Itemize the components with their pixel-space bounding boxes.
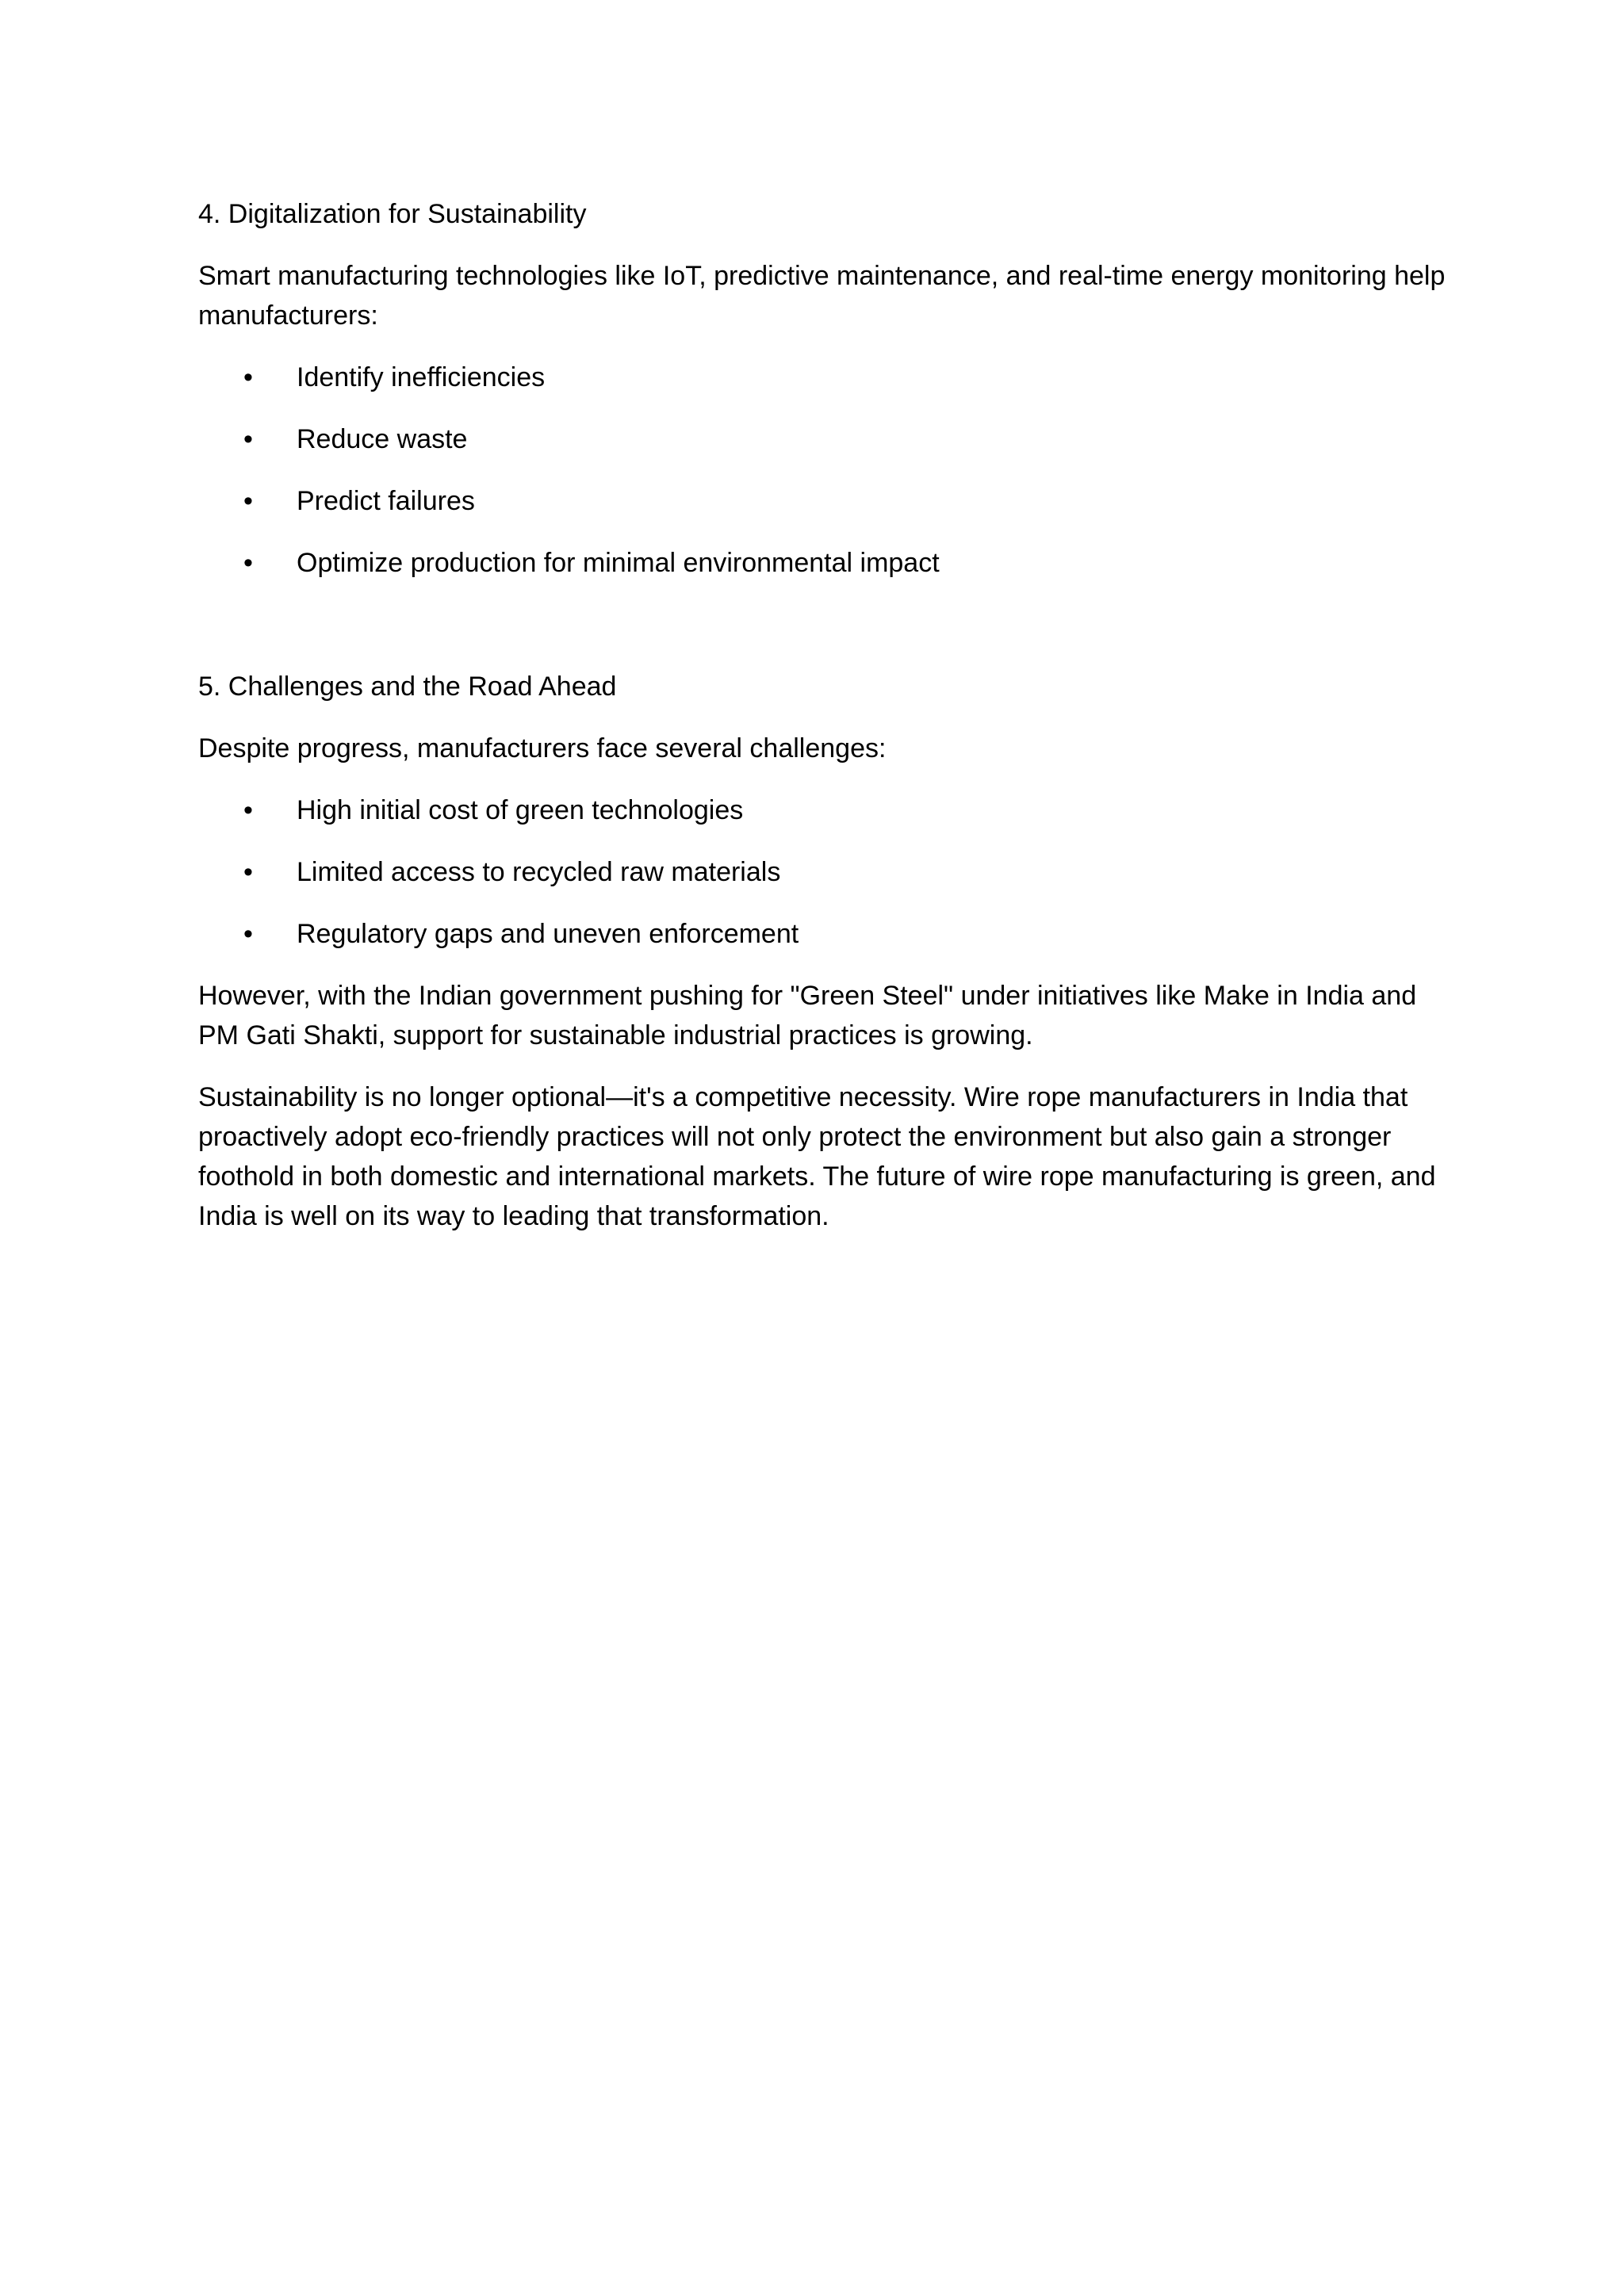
list-item-text: Reduce waste	[297, 424, 468, 454]
list-item	[198, 543, 1451, 583]
list-item-text: High initial cost of green technologies	[297, 795, 744, 825]
section-intro: Despite progress, manufacturers face several challenges:	[198, 733, 887, 763]
list-item-text: Limited access to recycled raw materials	[297, 857, 781, 887]
bullet-list	[198, 358, 1451, 583]
bullet-list	[198, 790, 1451, 954]
list-item	[198, 914, 1451, 954]
section-spacer	[198, 605, 1451, 667]
list-item-text: Regulatory gaps and uneven enforcement	[297, 919, 799, 949]
section-intro: Smart manufacturing technologies like IoT, predictive maintenance, and real-time energy monitoring help manufacturers:	[198, 261, 1446, 331]
bullet-icon: •	[243, 919, 253, 949]
body-paragraph: However, with the Indian government pushing for "Green Steel" under initiatives like Make in India and PM Gati Shakti, support for sustainable industrial practices is growing.	[198, 981, 1417, 1050]
bullet-icon: •	[243, 486, 253, 516]
list-item-text: Optimize production for minimal environmental impact	[297, 548, 940, 578]
conclusion-paragraph: Sustainability is no longer optional—it's a competitive necessity. Wire rope manufacturers in India that proactively adopt eco-friendly practices will not only protect the environment but also gain a stronger foothold in both domestic and international markets. The future of wire rope manufacturing is green, and India is well on its way to leading that transformation.	[198, 1082, 1436, 1231]
section-challenges	[198, 667, 1451, 1236]
section-heading: 4. Digitalization for Sustainability	[198, 199, 587, 229]
list-item-text: Predict failures	[297, 486, 475, 516]
bullet-icon: •	[243, 795, 253, 825]
list-item	[198, 358, 1451, 397]
list-item-text: Identify inefficiencies	[297, 362, 546, 392]
section-digitalization	[198, 194, 1451, 583]
bullet-icon: •	[243, 548, 253, 578]
bullet-icon: •	[243, 857, 253, 887]
document-page	[198, 194, 1451, 1258]
list-item	[198, 790, 1451, 830]
list-item	[198, 852, 1451, 892]
bullet-icon: •	[243, 362, 253, 392]
bullet-icon: •	[243, 424, 253, 454]
section-heading: 5. Challenges and the Road Ahead	[198, 672, 617, 702]
list-item	[198, 481, 1451, 521]
list-item	[198, 419, 1451, 459]
